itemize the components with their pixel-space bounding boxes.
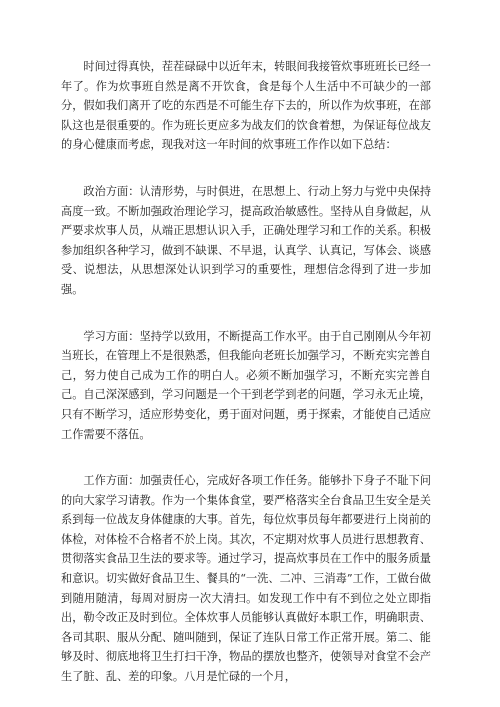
- paragraph-politics: 政治方面：认清形势，与时俱进，在思想上、行动上努力与党中央保持高度一致。不断加强政治理论学习，提高政治敏感性。坚持从自身做起，从严要求炊事人员，从端正思想认识入手，正确处理学习和工作的关系。积极参加组织各种学习，做到不缺课、不早退，认真学、认真记，写体会、谈感受、说想法，从思想深处认识到学习的重要性，理想信念得到了进一步加强。: [61, 184, 431, 296]
- paragraph-work: 工作方面：加强责任心，完成好各项工作任务。能够扑下身子不耻下问的向大家学习请教。作为一个集体食堂，要严格落实全台食品卫生安全是关系到每一位战友身体健康的大事。首先，每位炊事员每年都要进行上岗前的体检，对体检不合格者不於上岗。其次，不定期对炊事人员进行思想教育、贯彻落实食品卫生法的要求等。通过学习，提高炊事员在工作中的服务质量和意识。切实做好食品卫生、餐具的“一洗、二冲、三消毒”工作，工做台做到随用随清，每周对厨房一次大清扫。如发现工作中有不到位之处立即指出，勒令改正及时到位。全体炊事人员能够认真做好本职工作，明确职责、各司其职、服从分配、随叫随到，保证了连队日常工作正常开展。第二、能够及时、彻底地将卫生打扫干净，物品的摆放也整齐，使领导对食堂不会产生了脏、乱、差的印象。八月是忙碌的一个月，: [61, 474, 431, 684]
- paragraph-study: 学习方面：坚持学以致用，不断提高工作水平。由于自己刚刚从今年初当班长，在管理上不是很熟悉，但我能向老班长加强学习，不断充实完善自己，努力使自己成为工作的明白人。必须不断加强学习，不断充实完善自己。自己深深感到，学习问题是一个干到老学到老的问题，学习永无止境，只有不断学习，适应形势变化，勇于面对问题，勇于探索，才能使自己适应工作需要不落伍。: [61, 329, 431, 441]
- paragraph-intro: 时间过得真快，茬茬碌碌中以近年末，转眼间我接管炊事班班长已经一年了。作为炊事班自然是离不开饮食，食是每个人生活中不可缺少的一部分，假如我们离开了吃的东西是不可能生存下去的，所以作为炊事班，在部队这也是很重要的。作为班长更应多为战友们的饮食着想，为保证每位战友的身心健康而考虑，现我对这一年时间的炊事班工作作以如下总结：: [61, 60, 431, 152]
- document-page: [61, 57, 431, 687]
